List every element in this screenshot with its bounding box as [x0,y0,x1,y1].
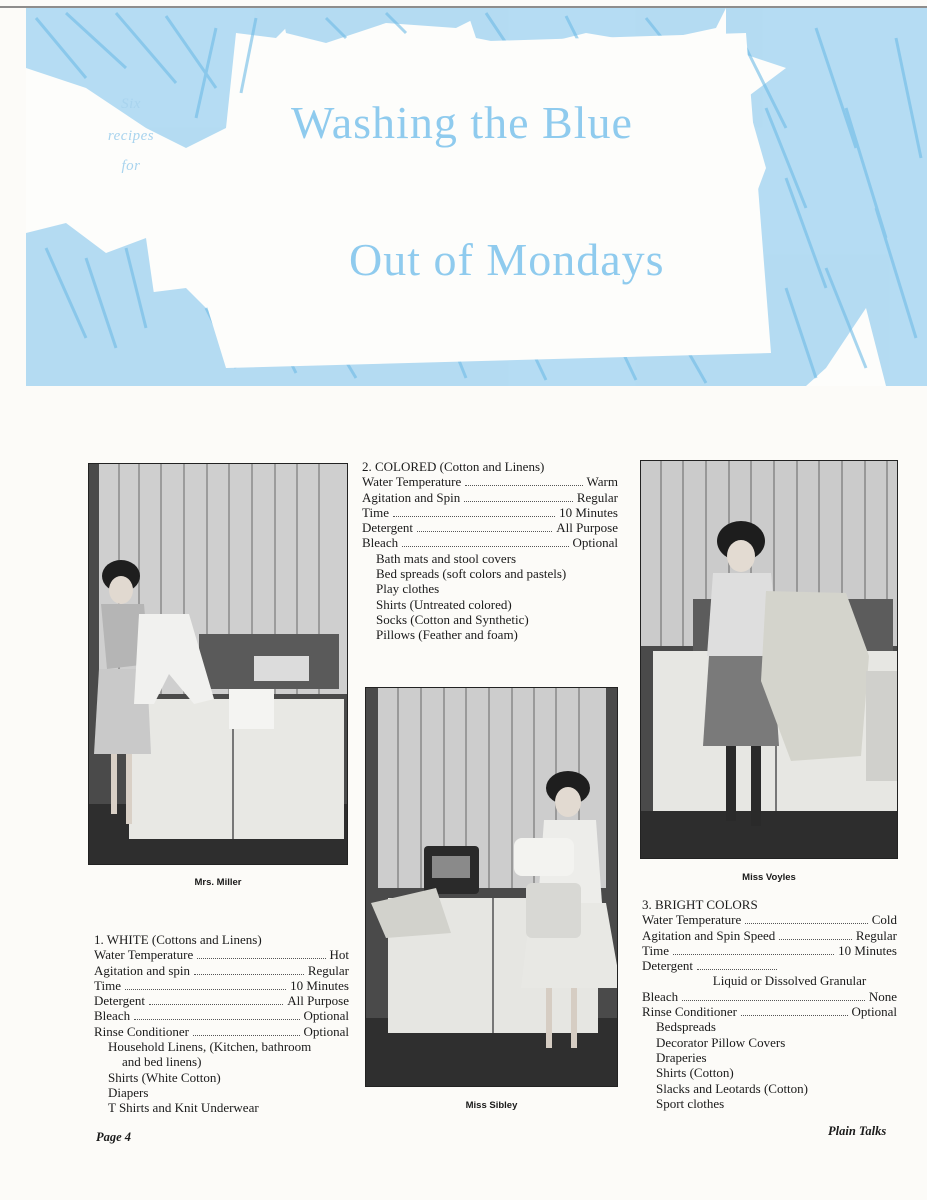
setting-value: Warm [586,474,618,490]
recipe-bright-colors [642,897,897,1111]
leader-dots [745,923,867,924]
setting-row [94,978,349,993]
list-item: Shirts (White Cotton) [108,1069,221,1085]
list-item: Household Linens, (Kitchen, bathroom [108,1039,312,1055]
setting-row [642,1004,897,1019]
title-line-2: Out of Mondays [349,234,665,285]
setting-value: 10 Minutes [290,977,349,993]
leader-dots [417,531,552,532]
setting-row [362,490,618,505]
recipe-white-items [94,1039,349,1115]
setting-value: None [868,988,897,1004]
leader-dots [393,516,555,517]
leader-dots [402,546,568,547]
leader-dots [134,1019,299,1020]
setting-value: All Purpose [556,520,618,536]
leader-dots [194,974,304,975]
recipe-colored-heading: 2. COLORED (Cotton and Linens) [362,459,545,474]
kicker-line-1: Six [121,96,141,112]
list-item: Bath mats and stool covers [376,550,517,566]
setting-label: Bleach [642,988,679,1004]
recipe-bright-heading: 3. BRIGHT COLORS [642,897,758,912]
recipe-colored-items [362,551,618,643]
list-item: Shirts (Cotton) [656,1065,734,1081]
setting-row [642,943,897,958]
setting-value: 10 Minutes [559,504,618,520]
list-item: Pillows (Feather and foam) [376,627,518,643]
list-item: Draperies [656,1049,707,1065]
photo-mrs-miller-image [89,464,348,865]
leader-dots [149,1004,283,1005]
setting-row [362,505,618,520]
leader-dots [682,1000,865,1001]
setting-label: Agitation and Spin [362,489,461,505]
setting-row [642,989,897,1004]
setting-value: 10 Minutes [838,942,897,958]
header-banner [26,8,927,386]
recipe-white-heading: 1. WHITE (Cottons and Linens) [94,932,262,947]
list-item: and bed linens) [122,1054,202,1070]
setting-value: Optional [572,535,618,551]
list-item: Slacks and Leotards (Cotton) [656,1080,808,1096]
leader-dots [465,485,582,486]
page-number: Page 4 [96,1130,132,1144]
leader-dots [197,958,325,959]
list-item: Socks (Cotton and Synthetic) [376,611,529,627]
photo-mrs-miller [88,463,348,865]
caption-miss-sibley: Miss Sibley [465,1100,518,1111]
setting-label: Time [362,504,389,520]
list-item: Shirts (Untreated colored) [376,596,512,612]
setting-label: Detergent [94,993,146,1009]
list-item: Decorator Pillow Covers [656,1034,786,1050]
setting-value: Optional [303,1008,349,1024]
setting-value: Regular [576,489,618,505]
setting-row [94,1008,349,1023]
leader-dots [697,969,777,970]
photo-miss-voyles [640,460,898,859]
setting-row [642,928,897,943]
setting-row [94,963,349,978]
setting-label: Bleach [362,535,399,551]
setting-label: Time [642,942,669,958]
setting-label: Bleach [94,1008,131,1024]
title-line-1: Washing the Blue [291,97,633,148]
setting-label: Time [94,977,121,993]
setting-value: Regular [855,927,897,943]
list-item: Bed spreads (soft colors and pastels) [376,566,567,582]
leader-dots [125,989,286,990]
setting-label: Rinse Conditioner [642,1004,737,1020]
setting-label: Detergent [362,520,414,536]
setting-row [94,1024,349,1039]
photo-miss-sibley-image [366,688,618,1087]
recipe-colored [362,459,618,643]
setting-row [642,912,897,927]
setting-row [94,947,349,962]
setting-label: Detergent [642,958,694,974]
detergent-note: Liquid or Dissolved Granular [712,973,867,989]
list-item: Sport clothes [656,1095,725,1111]
setting-value: All Purpose [287,993,349,1009]
setting-row [94,993,349,1008]
setting-row [642,958,897,973]
leader-dots [193,1035,300,1036]
setting-row [362,474,618,489]
setting-value: Hot [329,947,349,963]
list-item: Play clothes [376,581,440,597]
photo-miss-voyles-image [641,461,898,859]
list-item: Bedspreads [656,1019,716,1035]
setting-label: Agitation and Spin Speed [642,927,776,943]
setting-label: Rinse Conditioner [94,1023,189,1039]
setting-value: Optional [303,1023,349,1039]
recipe-white [94,932,349,1116]
publication-name: Plain Talks [828,1124,887,1138]
setting-value: Regular [307,962,349,978]
setting-value: Cold [871,912,897,928]
kicker-line-3: for [121,158,141,174]
setting-label: Water Temperature [642,912,742,928]
leader-dots [673,954,834,955]
kicker-line-2: recipes [107,128,155,144]
setting-row [362,520,618,535]
setting-label: Water Temperature [362,474,462,490]
leader-dots [464,501,573,502]
setting-label: Agitation and spin [94,962,191,978]
leader-dots [779,939,852,940]
photo-miss-sibley [365,687,618,1087]
caption-miss-voyles: Miss Voyles [742,872,796,883]
recipe-bright-items [642,1019,897,1111]
caption-mrs-miller: Mrs. Miller [194,877,242,888]
brush-stroke-art [26,8,927,386]
setting-label: Water Temperature [94,947,194,963]
list-item: Diapers [108,1084,149,1100]
leader-dots [741,1015,848,1016]
list-item: T Shirts and Knit Underwear [108,1100,259,1116]
setting-value: Optional [851,1004,897,1020]
setting-row [362,535,618,550]
